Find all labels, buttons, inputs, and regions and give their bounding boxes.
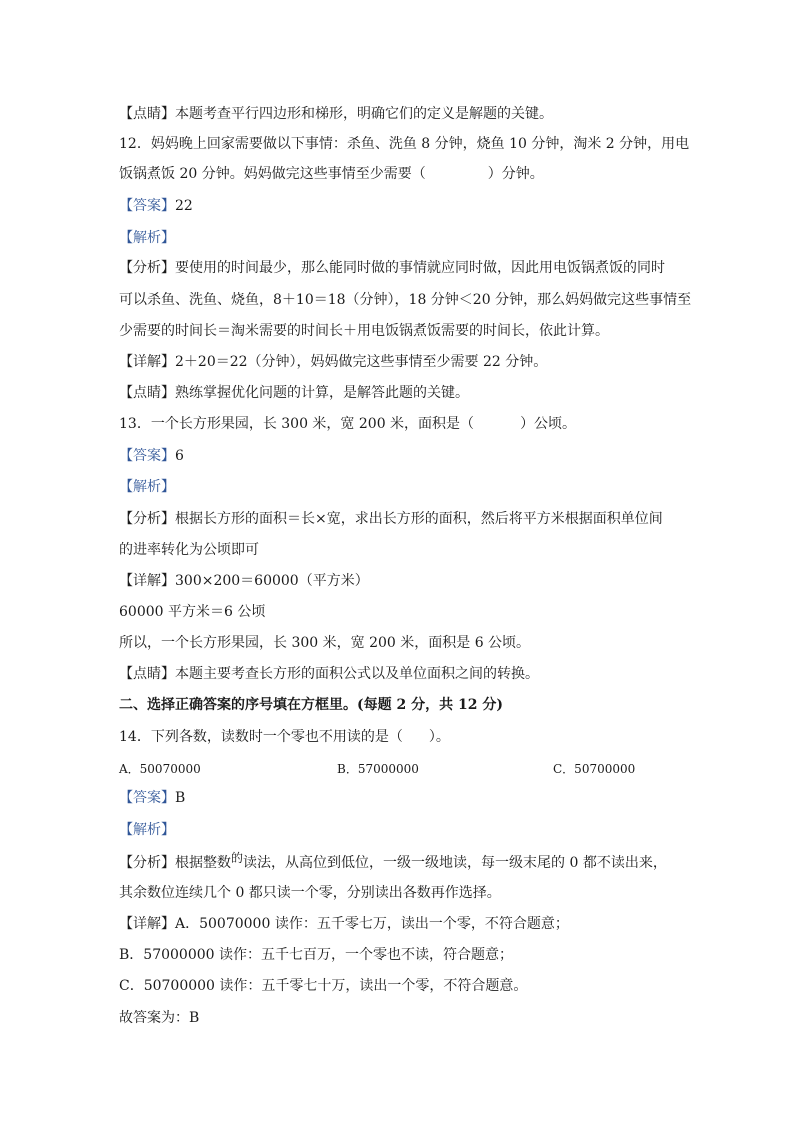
detail-line: 【详解】300×200＝60000（平方米）: [119, 573, 369, 589]
superscript-char: 的: [231, 851, 244, 865]
question-12-text: 饭锅煮饭 20 分钟。妈妈做完这些事情至少需要（: [119, 166, 426, 182]
detail-line: C．50700000 读作：五千零七十万，读出一个零，不符合题意。: [119, 978, 528, 994]
question-13-text: 13．一个长方形果园，长 300 米，宽 200 米，面积是（: [119, 416, 475, 432]
analysis-line: 其余数位连续几个 0 都只读一个零，分别读出各数再作选择。: [119, 885, 501, 901]
analysis-line: [119, 853, 667, 873]
analysis-tag-line: [119, 820, 175, 840]
option-c: C．50700000: [553, 762, 636, 776]
detail-line: 【详解】2＋20＝22（分钟），妈妈做完这些事情至少需要 22 分钟。: [119, 354, 548, 370]
detail-line: 60000 平方米＝6 公顷: [119, 604, 266, 620]
answer-tag: 【答案】: [119, 790, 175, 806]
answer-tag: 【答案】: [119, 198, 175, 214]
analysis-text: 【分析】根据整数: [119, 855, 231, 871]
analysis-line: 【分析】要使用的时间最少，那么能同时做的事情就应同时做，因此用电饭锅煮饭的同时: [119, 260, 665, 276]
answer-line: [119, 788, 185, 808]
question-13-line: [119, 414, 576, 434]
analysis-text-end: 读法，从高位到低位，一级一级地读，每一级末尾的 0 都不读出来，: [243, 855, 667, 871]
analysis-tag: 【解析】: [119, 230, 175, 246]
option-b: B．57000000: [337, 762, 419, 776]
question-12-text-end: ）分钟。: [487, 166, 544, 182]
detail-line: 【详解】A．50070000 读作：五千零七万，读出一个零，不符合题意；: [119, 916, 569, 932]
conclusion-line: 故答案为：B: [119, 1010, 200, 1026]
note-line: 【点睛】本题主要考查长方形的面积公式以及单位面积之间的转换。: [119, 666, 539, 682]
question-13-text-end: ）公顷。: [520, 416, 577, 432]
analysis-tag: 【解析】: [119, 479, 175, 495]
question-12-line-1: 12．妈妈晚上回家需要做以下事情：杀鱼、洗鱼 8 分钟，烧鱼 10 分钟，淘米 2 分钟，用电: [119, 136, 690, 152]
question-12-line-2: [119, 164, 544, 184]
answer-value: 6: [175, 448, 184, 464]
analysis-tag-line: [119, 477, 175, 497]
question-14-text-end: ）。: [428, 729, 450, 745]
analysis-line: 【分析】根据长方形的面积＝长×宽，求出长方形的面积，然后将平方米根据面积单位间: [119, 511, 663, 527]
note-line: 【点睛】熟练掌握优化问题的计算，是解答此题的关键。: [119, 385, 469, 401]
analysis-line: 可以杀鱼、洗鱼、烧鱼，8＋10＝18（分钟），18 分钟＜20 分钟，那么妈妈做完这些事情至: [119, 292, 692, 308]
question-14-text: 14．下列各数，读数时一个零也不用读的是（: [119, 729, 403, 745]
answer-line: [119, 446, 184, 466]
question-14-line: [119, 727, 450, 747]
answer-tag: 【答案】: [119, 448, 175, 464]
note-line: 【点睛】本题考查平行四边形和梯形，明确它们的定义是解题的关键。: [119, 106, 553, 122]
analysis-tag: 【解析】: [119, 822, 175, 838]
answer-value: 22: [175, 198, 193, 214]
analysis-line: 少需要的时间长＝淘米需要的时间长＋用电饭锅煮饭需要的时间长，依此计算。: [119, 323, 609, 339]
detail-line: 所以，一个长方形果园，长 300 米，宽 200 米，面积是 6 公顷。: [119, 635, 531, 651]
answer-line: [119, 196, 193, 216]
detail-line: B．57000000 读作：五千七百万，一个零也不读，符合题意；: [119, 947, 513, 963]
analysis-tag-line: [119, 228, 175, 248]
analysis-line: 的进率转化为公顷即可: [119, 542, 259, 558]
answer-value: B: [175, 790, 186, 806]
option-a: A．50070000: [119, 762, 201, 776]
section-heading: 二、选择正确答案的序号填在方框里。(每题 2 分，共 12 分): [119, 697, 503, 713]
